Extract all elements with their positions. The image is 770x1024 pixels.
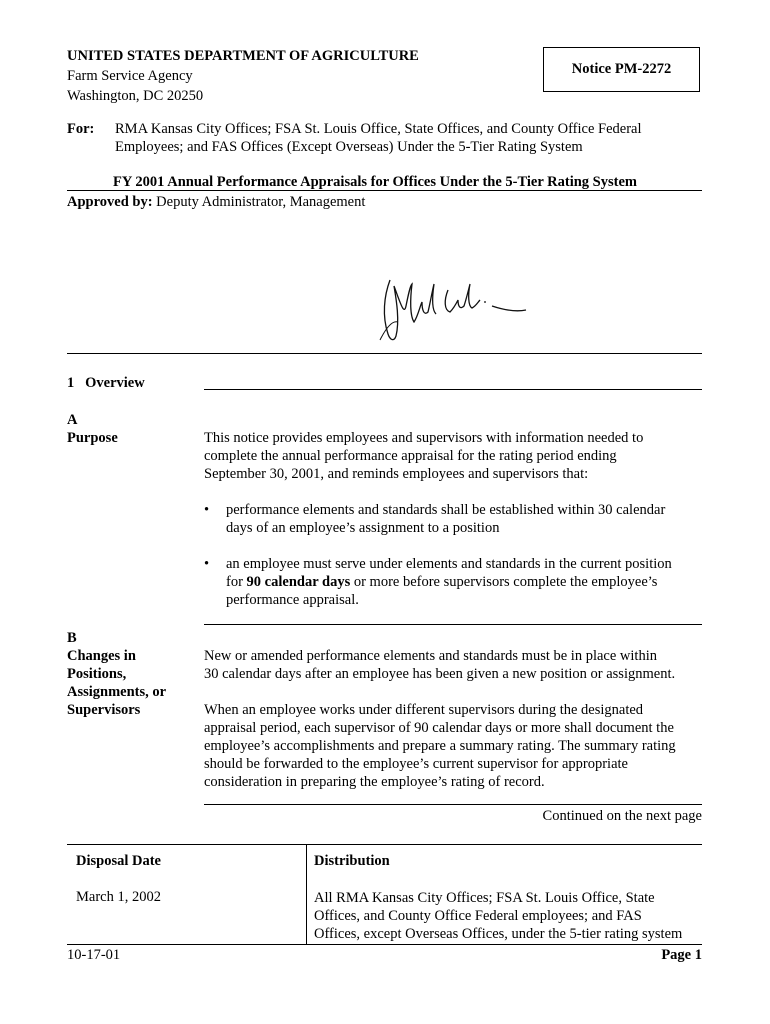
section-title: Overview [85,375,145,391]
for-line-1: RMA Kansas City Offices; FSA St. Louis Office, State Offices, and County Office Federal [115,121,642,137]
distribution-text [314,889,704,943]
bullet-icon: • [204,556,210,572]
changes-line: When an employee works under different supervisors during the designated [204,702,644,718]
distribution-line: Offices, and County Office Federal employees; and FAS [314,908,642,924]
approved-by [67,194,365,211]
purpose-title: Purpose [67,430,118,446]
changes-line: employee’s accomplishments and prepare a summary rating. The summary rating [204,738,676,754]
department-name: UNITED STATES DEPARTMENT OF AGRICULTURE [67,48,419,64]
changes-title-line: Changes in [67,648,136,664]
changes-title-line: Assignments, or [67,684,167,700]
purpose-paragraph [204,429,704,483]
distribution-line: Offices, except Overseas Offices, under the 5-tier rating system [314,926,683,942]
continued-note: Continued on the next page [542,808,702,824]
approved-by-label: Approved by: [67,194,153,210]
changes-label [67,629,166,719]
purpose-line: September 30, 2001, and reminds employees and supervisors that: [204,466,589,482]
section-divider [204,389,702,390]
bullet-line: performance elements and standards shall be established within 30 calendar [226,502,666,518]
distribution-line: All RMA Kansas City Offices; FSA St. Louis Office, State [314,890,655,906]
changes-line: 30 calendar days after an employee has been given a new position or assignment. [204,666,676,682]
for-label: For: [67,121,95,137]
title-divider [67,190,702,191]
purpose-label [67,411,118,447]
changes-line: consideration in preparing the employee’s rating of record. [204,774,545,790]
changes-title-line: Positions, [67,666,127,682]
agency-name: Farm Service Agency [67,68,193,84]
agency-header [67,46,419,106]
changes-paragraph-2 [204,701,704,791]
changes-line: appraisal period, each supervisor of 90 calendar days or more shall document the [204,720,674,736]
signature-image [374,276,534,346]
purpose-line: This notice provides employees and supervisors with information needed to [204,430,644,446]
bullet-line: performance appraisal. [226,592,359,608]
bullet-line: an employee must serve under elements and standards in the current position [226,556,672,572]
footer-divider [67,944,702,945]
changes-letter: B [67,630,77,646]
notice-title: FY 2001 Annual Performance Appraisals for Offices Under the 5-Tier Rating System [113,174,637,190]
disposal-date-value: March 1, 2002 [76,889,161,905]
table-top-border [67,844,702,845]
continued-divider [204,804,702,805]
changes-line: should be forwarded to the employee’s current supervisor for appropriate [204,756,628,772]
purpose-line: complete the annual performance appraisal for the rating period ending [204,448,617,464]
table-column-divider [306,844,307,944]
section-heading [67,374,145,392]
agency-location: Washington, DC 20250 [67,88,204,104]
changes-line: New or amended performance elements and standards must be in place within [204,648,657,664]
bullet-text: or more before supervisors complete the employee’s [350,574,658,590]
bullet-text: for [226,574,247,590]
approved-by-value: Deputy Administrator, Management [156,194,366,210]
section-number: 1 [67,375,75,391]
changes-title-line: Supervisors [67,702,141,718]
footer-date: 10-17-01 [67,947,121,963]
page-number: Page 1 [661,947,702,963]
notice-number-box [543,47,700,92]
distribution-label: Distribution [314,853,390,869]
bullet-icon: • [204,502,210,518]
disposal-date-label: Disposal Date [76,853,161,869]
changes-paragraph-1 [204,647,704,683]
purpose-divider [204,624,702,625]
notice-number: Notice PM-2272 [571,61,672,77]
for-line-2: Employees; and FAS Offices (Except Overseas) Under the 5-Tier Rating System [115,139,583,155]
bullet-line [226,573,706,591]
bullet-emphasis: 90 calendar days [246,574,351,590]
purpose-letter: A [67,412,78,428]
bullet-line: days of an employee’s assignment to a position [226,520,500,536]
signature-divider [67,353,702,354]
